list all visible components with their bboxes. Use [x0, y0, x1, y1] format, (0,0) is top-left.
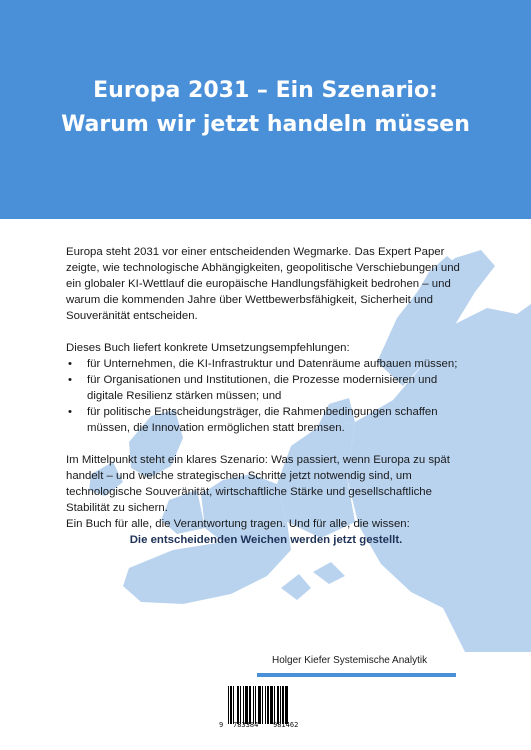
title-banner: [0, 0, 531, 219]
barcode-bar: [280, 686, 281, 724]
barcode-bar: [262, 686, 263, 724]
list-item: • für Organisationen und Institutionen, die Prozesse modernisieren und digitale Resilienz stärken müssen; und: [66, 372, 466, 404]
barcode-bar: [255, 686, 256, 724]
barcode-bar: [270, 686, 273, 724]
barcode-bar: [245, 686, 248, 724]
recommendations-intro: Dieses Buch liefert konkrete Umsetzungsempfehlungen:: [66, 342, 350, 354]
title-line-1: Europa 2031 – Ein Szenario:: [93, 78, 438, 103]
barcode-bar: [243, 686, 244, 724]
isbn-right-group: 981462: [273, 721, 299, 729]
barcode-bar: [240, 686, 241, 724]
barcode-bar: [249, 686, 251, 724]
barcode-bar: [253, 686, 254, 724]
isbn-left-group: 783384: [233, 721, 259, 729]
barcode-bar: [265, 686, 266, 724]
isbn-barcode: [226, 686, 312, 724]
audience-paragraph: Ein Buch für alle, die Verantwortung tragen. Und für alle, die wissen:: [66, 518, 410, 530]
author-name: Holger Kiefer Systemische Analytik: [272, 655, 428, 666]
list-item: • für politische Entscheidungsträger, die Rahmenbedingungen schaffen müssen, die Innovation ermöglichen statt bremsen.: [66, 404, 466, 436]
barcode-bar: [282, 686, 284, 724]
isbn-prefix: 9: [219, 721, 224, 729]
barcode-bar: [267, 686, 269, 724]
barcode-bar: [233, 686, 234, 724]
paragraph-spacer: [66, 436, 466, 452]
author-underline: [257, 673, 456, 677]
barcode-bar: [277, 686, 279, 724]
blurb: [66, 244, 466, 548]
barcode-bar: [230, 686, 232, 724]
title-line-2: Warum wir jetzt handeln müssen: [61, 112, 470, 137]
book-title: [0, 74, 531, 142]
paragraph-spacer: [66, 324, 466, 340]
intro-paragraph: Europa steht 2031 vor einer entscheidenden Wegmarke. Das Expert Paper zeigte, wie technologische Abhängigkeiten, geopolitische Verschiebungen und ein globaler KI-Wettlauf die europäische Handlungsfähigkeit bedrohen – und warum die kommenden Jahre über Wettbewerbsfähigkeit, Sicherheit und Souveränität entscheiden.: [66, 246, 460, 322]
recommendations-list: [66, 356, 466, 436]
barcode-bar: [237, 686, 239, 724]
emphasis-statement: Die entscheidenden Weichen werden jetzt gestellt.: [129, 534, 403, 546]
focus-paragraph: Im Mittelpunkt steht ein klares Szenario: Was passiert, wenn Europa zu spät handelt – und welche strategischen Schritte jetzt notwendig sind, um technologische Souveränität, wirtschaftliche Stärke und gesellschaftliche Stabilität zu sichern.: [66, 454, 450, 514]
barcode-bar: [274, 686, 275, 724]
list-item: • für Unternehmen, die KI-Infrastruktur und Datenräume aufbauen müssen;: [66, 356, 466, 372]
barcode-bar: [258, 686, 261, 724]
barcode-bar: [285, 686, 288, 724]
barcode-bar: [228, 686, 229, 724]
